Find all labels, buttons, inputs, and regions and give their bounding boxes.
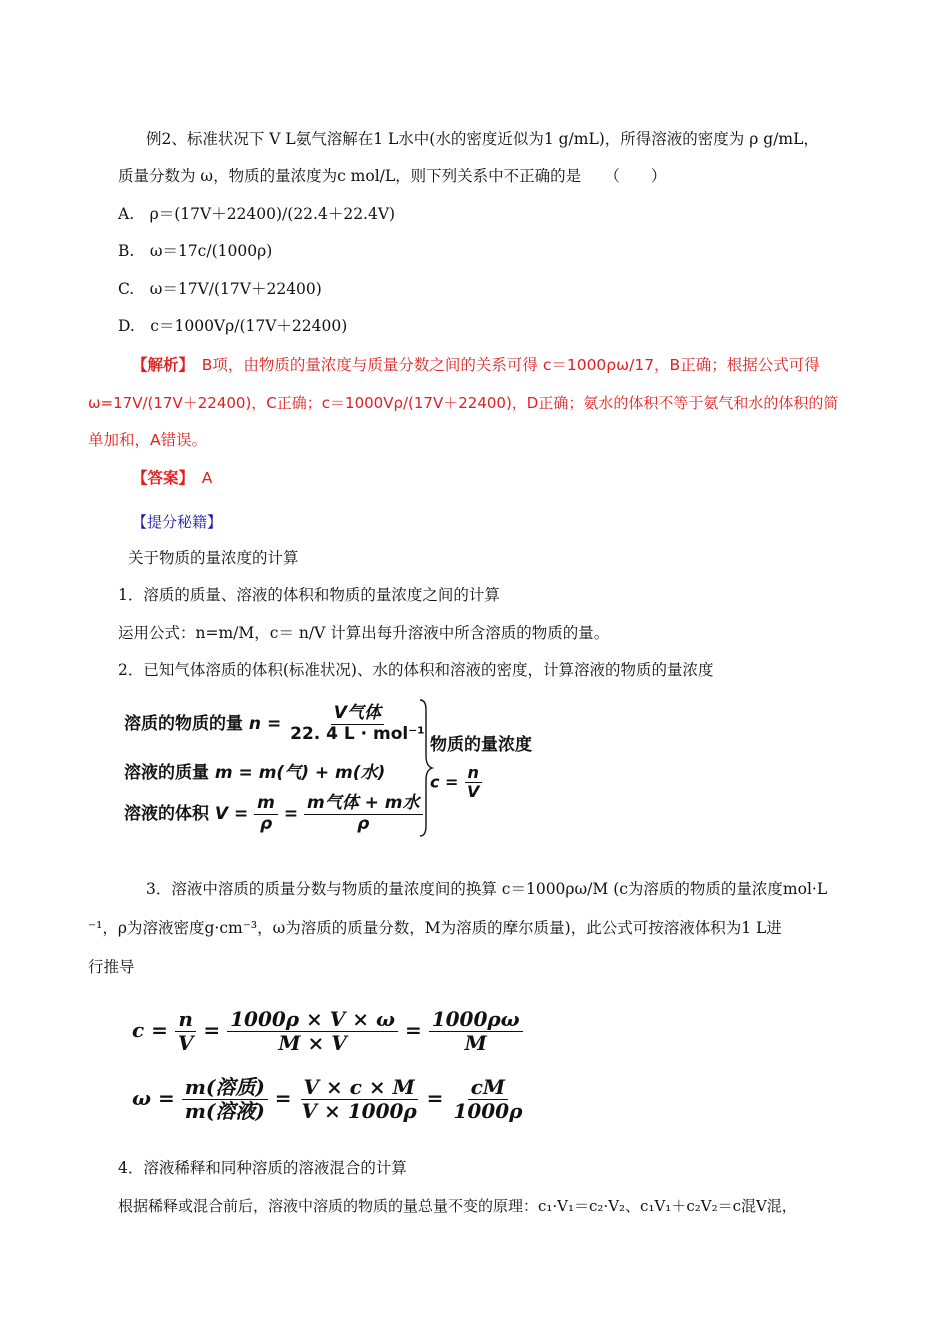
equation-2 bbox=[132, 1076, 525, 1123]
eq2-f1-num: m(溶质) bbox=[182, 1076, 268, 1100]
analysis-line-2: ω=17V/(17V＋22400)，C正确；c＝1000Vρ/(17V＋22400)，D正确；氨水的体积不等于氨气和水的体积的简 bbox=[88, 394, 839, 412]
eq2-f1-den: m(溶液) bbox=[184, 1099, 265, 1123]
tips-item-3-line-1: 3．溶液中溶质的质量分数与物质的量浓度间的换算 c＝1000ρω/M (c为溶质的物质的量浓度mol·L bbox=[146, 880, 828, 898]
option-a: A. ρ＝(17V＋22400)/(22.4＋22.4V) bbox=[118, 205, 396, 223]
tips-item-3-line-2: ⁻¹，ρ为溶液密度g·cm⁻³，ω为溶质的质量分数，M为溶质的摩尔质量)，此公式可按溶液体积为1 L进 bbox=[88, 919, 782, 937]
eq1-equals-1: = bbox=[203, 1018, 221, 1042]
box-row-1-label: 溶质的物质的量 bbox=[124, 714, 243, 735]
tips-subtitle: 关于物质的量浓度的计算 bbox=[128, 549, 299, 567]
eq1-f1-den: V bbox=[177, 1031, 194, 1055]
tips-item-4-text: 根据稀释或混合前后，溶液中溶质的物质的量总量不变的原理：c₁·V₁＝c₂·V₂、c₁V₁＋c₂V₂＝c混V混， bbox=[118, 1197, 797, 1215]
option-b: B. ω＝17c/(1000ρ) bbox=[118, 242, 273, 260]
box-right-lhs: c = bbox=[430, 772, 459, 792]
tips-item-1: 1．溶质的质量、溶液的体积和物质的量浓度之间的计算 bbox=[118, 586, 500, 604]
box-row-3-eq: = bbox=[283, 804, 299, 825]
option-d: D. c＝1000Vρ/(17V＋22400) bbox=[118, 317, 348, 335]
eq1-fraction-1 bbox=[175, 1008, 197, 1055]
eq2-lhs: ω = bbox=[132, 1086, 175, 1110]
eq2-fraction-3 bbox=[450, 1076, 525, 1123]
analysis-line-1 bbox=[132, 354, 820, 376]
box-row-1-num: V气体 bbox=[331, 704, 384, 725]
box-right-num: n bbox=[465, 764, 482, 783]
eq1-f1-num: n bbox=[175, 1008, 196, 1032]
example-line-2: 质量分数为 ω，物质的量浓度为c mol/L，则下列关系中不正确的是 （ ） bbox=[118, 167, 667, 185]
eq2-fraction-1 bbox=[182, 1076, 268, 1123]
eq1-lhs: c = bbox=[132, 1018, 168, 1042]
box-row-3-fraction-1 bbox=[254, 794, 278, 834]
eq1-f2-num: 1000ρ × V × ω bbox=[227, 1008, 398, 1032]
eq1-equals-2: = bbox=[404, 1018, 422, 1042]
eq2-equals-1: = bbox=[274, 1086, 292, 1110]
eq1-f2-den: M × V bbox=[278, 1031, 347, 1055]
box-right-label: 物质的量浓度 bbox=[430, 735, 532, 755]
eq2-f3-den: 1000ρ bbox=[453, 1099, 523, 1123]
answer-value: A bbox=[186, 469, 213, 487]
tips-item-3-line-3: 行推导 bbox=[88, 958, 135, 976]
eq1-fraction-2 bbox=[227, 1008, 398, 1055]
answer-tag: 【答案】 bbox=[132, 469, 187, 487]
box-row-1 bbox=[124, 704, 428, 744]
box-row-3-f2-den: ρ bbox=[357, 813, 370, 834]
box-row-3-f1-num: m bbox=[254, 794, 278, 815]
eq2-f2-den: V × 1000ρ bbox=[301, 1099, 417, 1123]
eq2-fraction-2 bbox=[299, 1076, 420, 1123]
box-right-den: V bbox=[467, 782, 480, 802]
box-row-1-den: 22. 4 L · mol⁻¹ bbox=[290, 723, 425, 744]
option-c: C. ω＝17V/(17V＋22400) bbox=[118, 280, 322, 298]
tips-item-1-formula: 运用公式：n=m/M，c＝ n/V 计算出每升溶液中所含溶质的物质的量。 bbox=[118, 624, 610, 642]
eq1-f3-num: 1000ρω bbox=[429, 1008, 523, 1032]
eq2-equals-2: = bbox=[426, 1086, 444, 1110]
box-row-2-label: 溶液的质量 bbox=[124, 763, 209, 783]
tips-tag: 【提分秘籍】 bbox=[132, 513, 223, 531]
tips-item-4: 4．溶液稀释和同种溶质的溶液混合的计算 bbox=[118, 1159, 407, 1177]
box-row-3-f2-num: m气体 + m水 bbox=[304, 794, 423, 815]
eq1-f3-den: M bbox=[464, 1031, 487, 1055]
eq1-fraction-3 bbox=[429, 1008, 523, 1055]
box-row-3-f1-den: ρ bbox=[259, 813, 273, 834]
box-row-3-lhs: V = bbox=[214, 804, 249, 825]
box-row-3-fraction-2 bbox=[304, 794, 423, 834]
tips-item-2: 2．已知气体溶质的体积(标准状况)、水的体积和溶液的密度，计算溶液的物质的量浓度 bbox=[118, 661, 714, 679]
box-row-3-label: 溶液的体积 bbox=[124, 804, 209, 825]
box-row-2-expr: m = m(气) + m(水) bbox=[214, 763, 386, 783]
analysis-text-1: B项，由物质的量浓度与质量分数之间的关系可得 c＝1000ρω/17，B正确；根据公式可得 bbox=[186, 356, 820, 374]
eq2-f3-num: cM bbox=[468, 1076, 508, 1100]
box-row-1-lhs: n = bbox=[248, 714, 282, 735]
analysis-line-3: 单加和，A错误。 bbox=[88, 431, 208, 449]
box-row-1-fraction bbox=[287, 704, 428, 744]
box-row-2 bbox=[124, 758, 385, 783]
box-row-3 bbox=[124, 794, 423, 834]
box-right-formula bbox=[430, 764, 482, 802]
analysis-tag: 【解析】 bbox=[132, 356, 187, 374]
eq2-f2-num: V × c × M bbox=[301, 1076, 418, 1100]
example-line-1: 例2、标准状况下 V L氨气溶解在1 L水中(水的密度近似为1 g/mL)，所得溶液的密度为 ρ g/mL， bbox=[146, 130, 819, 148]
box-right-fraction bbox=[464, 764, 482, 802]
answer-line bbox=[132, 467, 212, 489]
equation-1 bbox=[132, 1008, 523, 1055]
